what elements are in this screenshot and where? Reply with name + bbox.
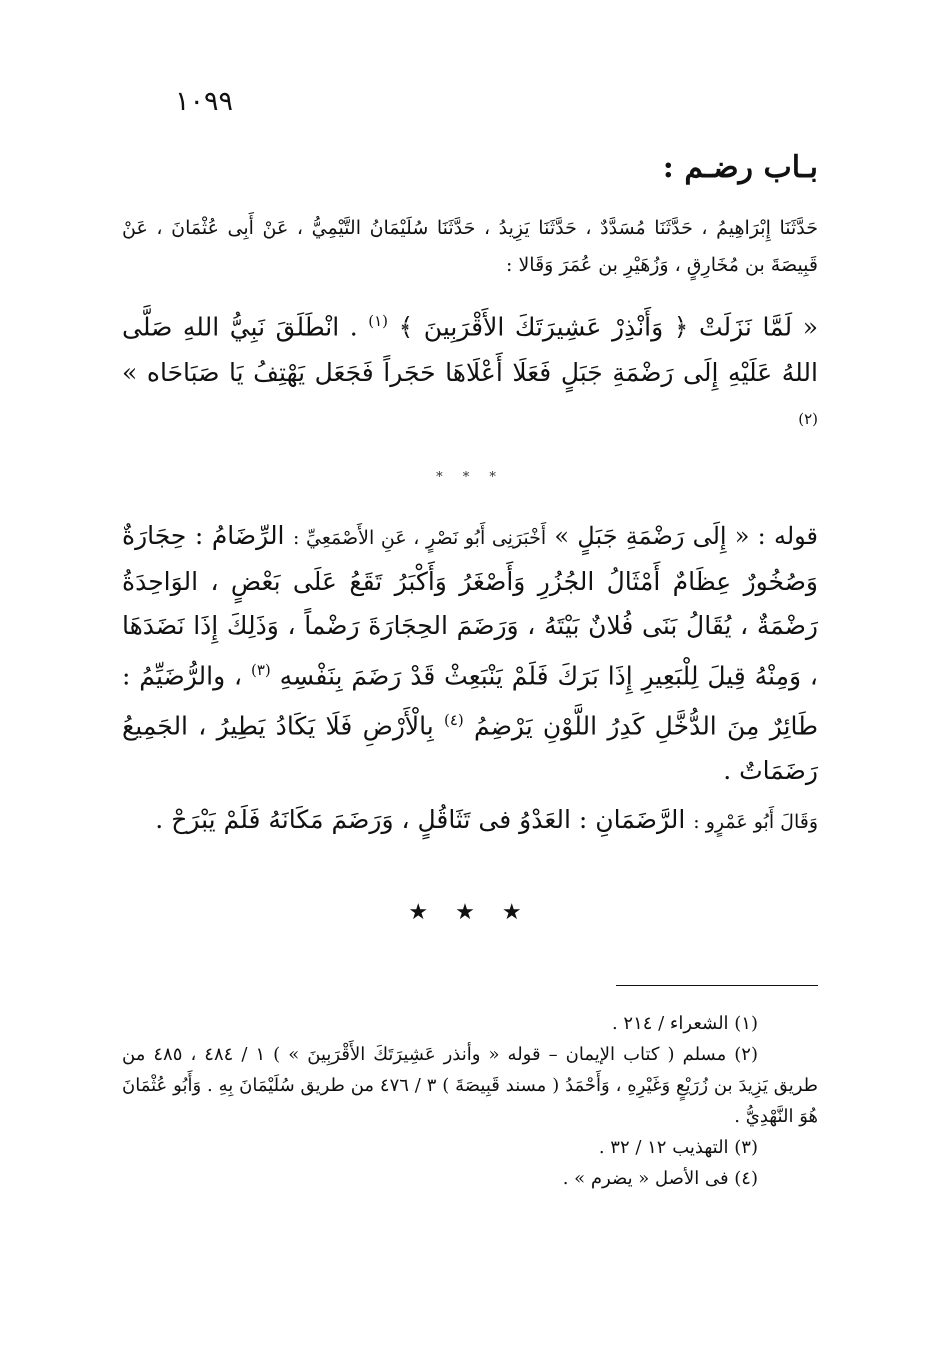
footnote-2: (٢) مسلم ( كتاب الإيمان – قوله « وأنذر عَشِيرَتَكَ الأَقْرَبِينَ » ) ١ / ٤٨٤ ، ٤٨٥ من طريق يَزِيدَ بن زُرَيْعٍ وَغَيْرِهِ ، وَأَحْمَدُ ( مسند قَبِيصَةَ ) ٣ / ٤٧٦ من طريق سُلَيْمَانَ بِهِ . وَأَبُو عُثْمَانَ هُوَ النَّهْدِيُّ . — [122, 1044, 819, 1127]
commentary-text-3: بِالْأَرْضِ فَلَا يَكَادُ يَطِيرُ ، الجَمِيعُ رَضَمَاتٌ . — [122, 711, 818, 785]
abu-amr-paragraph — [122, 798, 818, 844]
footnotes — [122, 1008, 818, 1194]
section-separator-big: ★ ★ ★ — [408, 900, 532, 925]
hadith-text-2: . انْطَلَقَ نَبِيُّ اللهِ صَلَّى اللهُ عَلَيْهِ إِلَى رَضْمَةِ جَبَلٍ فَعَلَا أَعْلَاهَا حَجَراً فَجَعَل يَهْتِفُ يَا صَبَاحَاه » — [122, 312, 818, 388]
footnote-4: (٤) فى الأصل « يضرم » . — [562, 1168, 758, 1189]
section-separator-small: * * * — [436, 470, 504, 485]
footnote-divider — [616, 985, 818, 986]
page-number: ١٠٩٩ — [175, 86, 234, 117]
footnote-ref-1: (١) — [368, 312, 389, 330]
isnad-paragraph: حَدَّثَنَا إِبْرَاهِيمُ ، حَدَّثَنَا مُسَدَّدٌ ، حَدَّثَنَا يَزِيدُ ، حَدَّثَنَا سُلَيْمَانُ التَّيْمِيُّ ، عَنْ أَبِى عُثْمَانَ ، عَنْ قَبِيصَةَ بن مُخَارِقٍ ، وَزُهَيْرِ بن عُمَرَ وَقَالا : — [122, 217, 818, 276]
commentary-source: أَخْبَرَنِى أَبُو نَصْرٍ ، عَنِ الأَصْمَعِيِّ : — [293, 527, 547, 549]
commentary-paragraph — [122, 514, 818, 793]
commentary-lead: قوله : « إِلَى رَضْمَةِ جَبَلٍ » — [546, 522, 818, 550]
commentary-text-2: ، والرُّضَيِّمُ : طَائِرٌ مِنَ الدُّخَّلِ كَدِرُ اللَّوْنِ يَرْضِمُ — [122, 661, 818, 741]
footnote-ref-4: (٤) — [444, 711, 464, 730]
abu-amr-source: وَقَالَ أَبُو عَمْرٍو : — [693, 811, 818, 833]
footnote-ref-3: (٣) — [250, 661, 271, 679]
footnote-3: (٣) التهذيب ١٢ / ٣٢ . — [598, 1137, 758, 1158]
hadith-paragraph — [122, 298, 818, 449]
abu-amr-text: الرَّضَمَانِ : العَدْوُ فى تَثَاقُلٍ ، وَرَضَمَ مَكَانَهُ فَلَمْ يَبْرَحْ . — [155, 805, 694, 834]
commentary-text-1: الرِّضَامُ : حِجَارَةٌ وَصُخُورٌ عِظَامٌ أَمْثَالُ الجُزُرِ وَأَصْغَرُ وَأَكْبَرُ تَقَعُ عَلَى بَعْضٍ ، الوَاحِدَةُ رَضْمَةٌ ، يُقَالُ بَنَى فُلانٌ بَيْتَهُ ، وَرَضَمَ الحِجَارَةَ رَضْماً ، وَذَلِكَ إِذَا نَضَدَهَا ، وَمِنْهُ قِيلَ لِلْبَعِيرِ إِذَا بَرَكَ فَلَمْ يَنْبَعِثْ قَدْ رَضَمَ بِنَفْسِهِ — [122, 521, 818, 691]
footnote-ref-2: (٢) — [798, 410, 818, 429]
footnote-1: (١) الشعراء / ٢١٤ . — [611, 1013, 758, 1034]
hadith-text-1: « لَمَّا نَزَلَتْ ﴿ وَأَنْذِرْ عَشِيرَتَكَ الأَقْرَبِينَ ﴾ — [388, 312, 818, 342]
chapter-title: بـاب رضـم : — [662, 150, 818, 185]
